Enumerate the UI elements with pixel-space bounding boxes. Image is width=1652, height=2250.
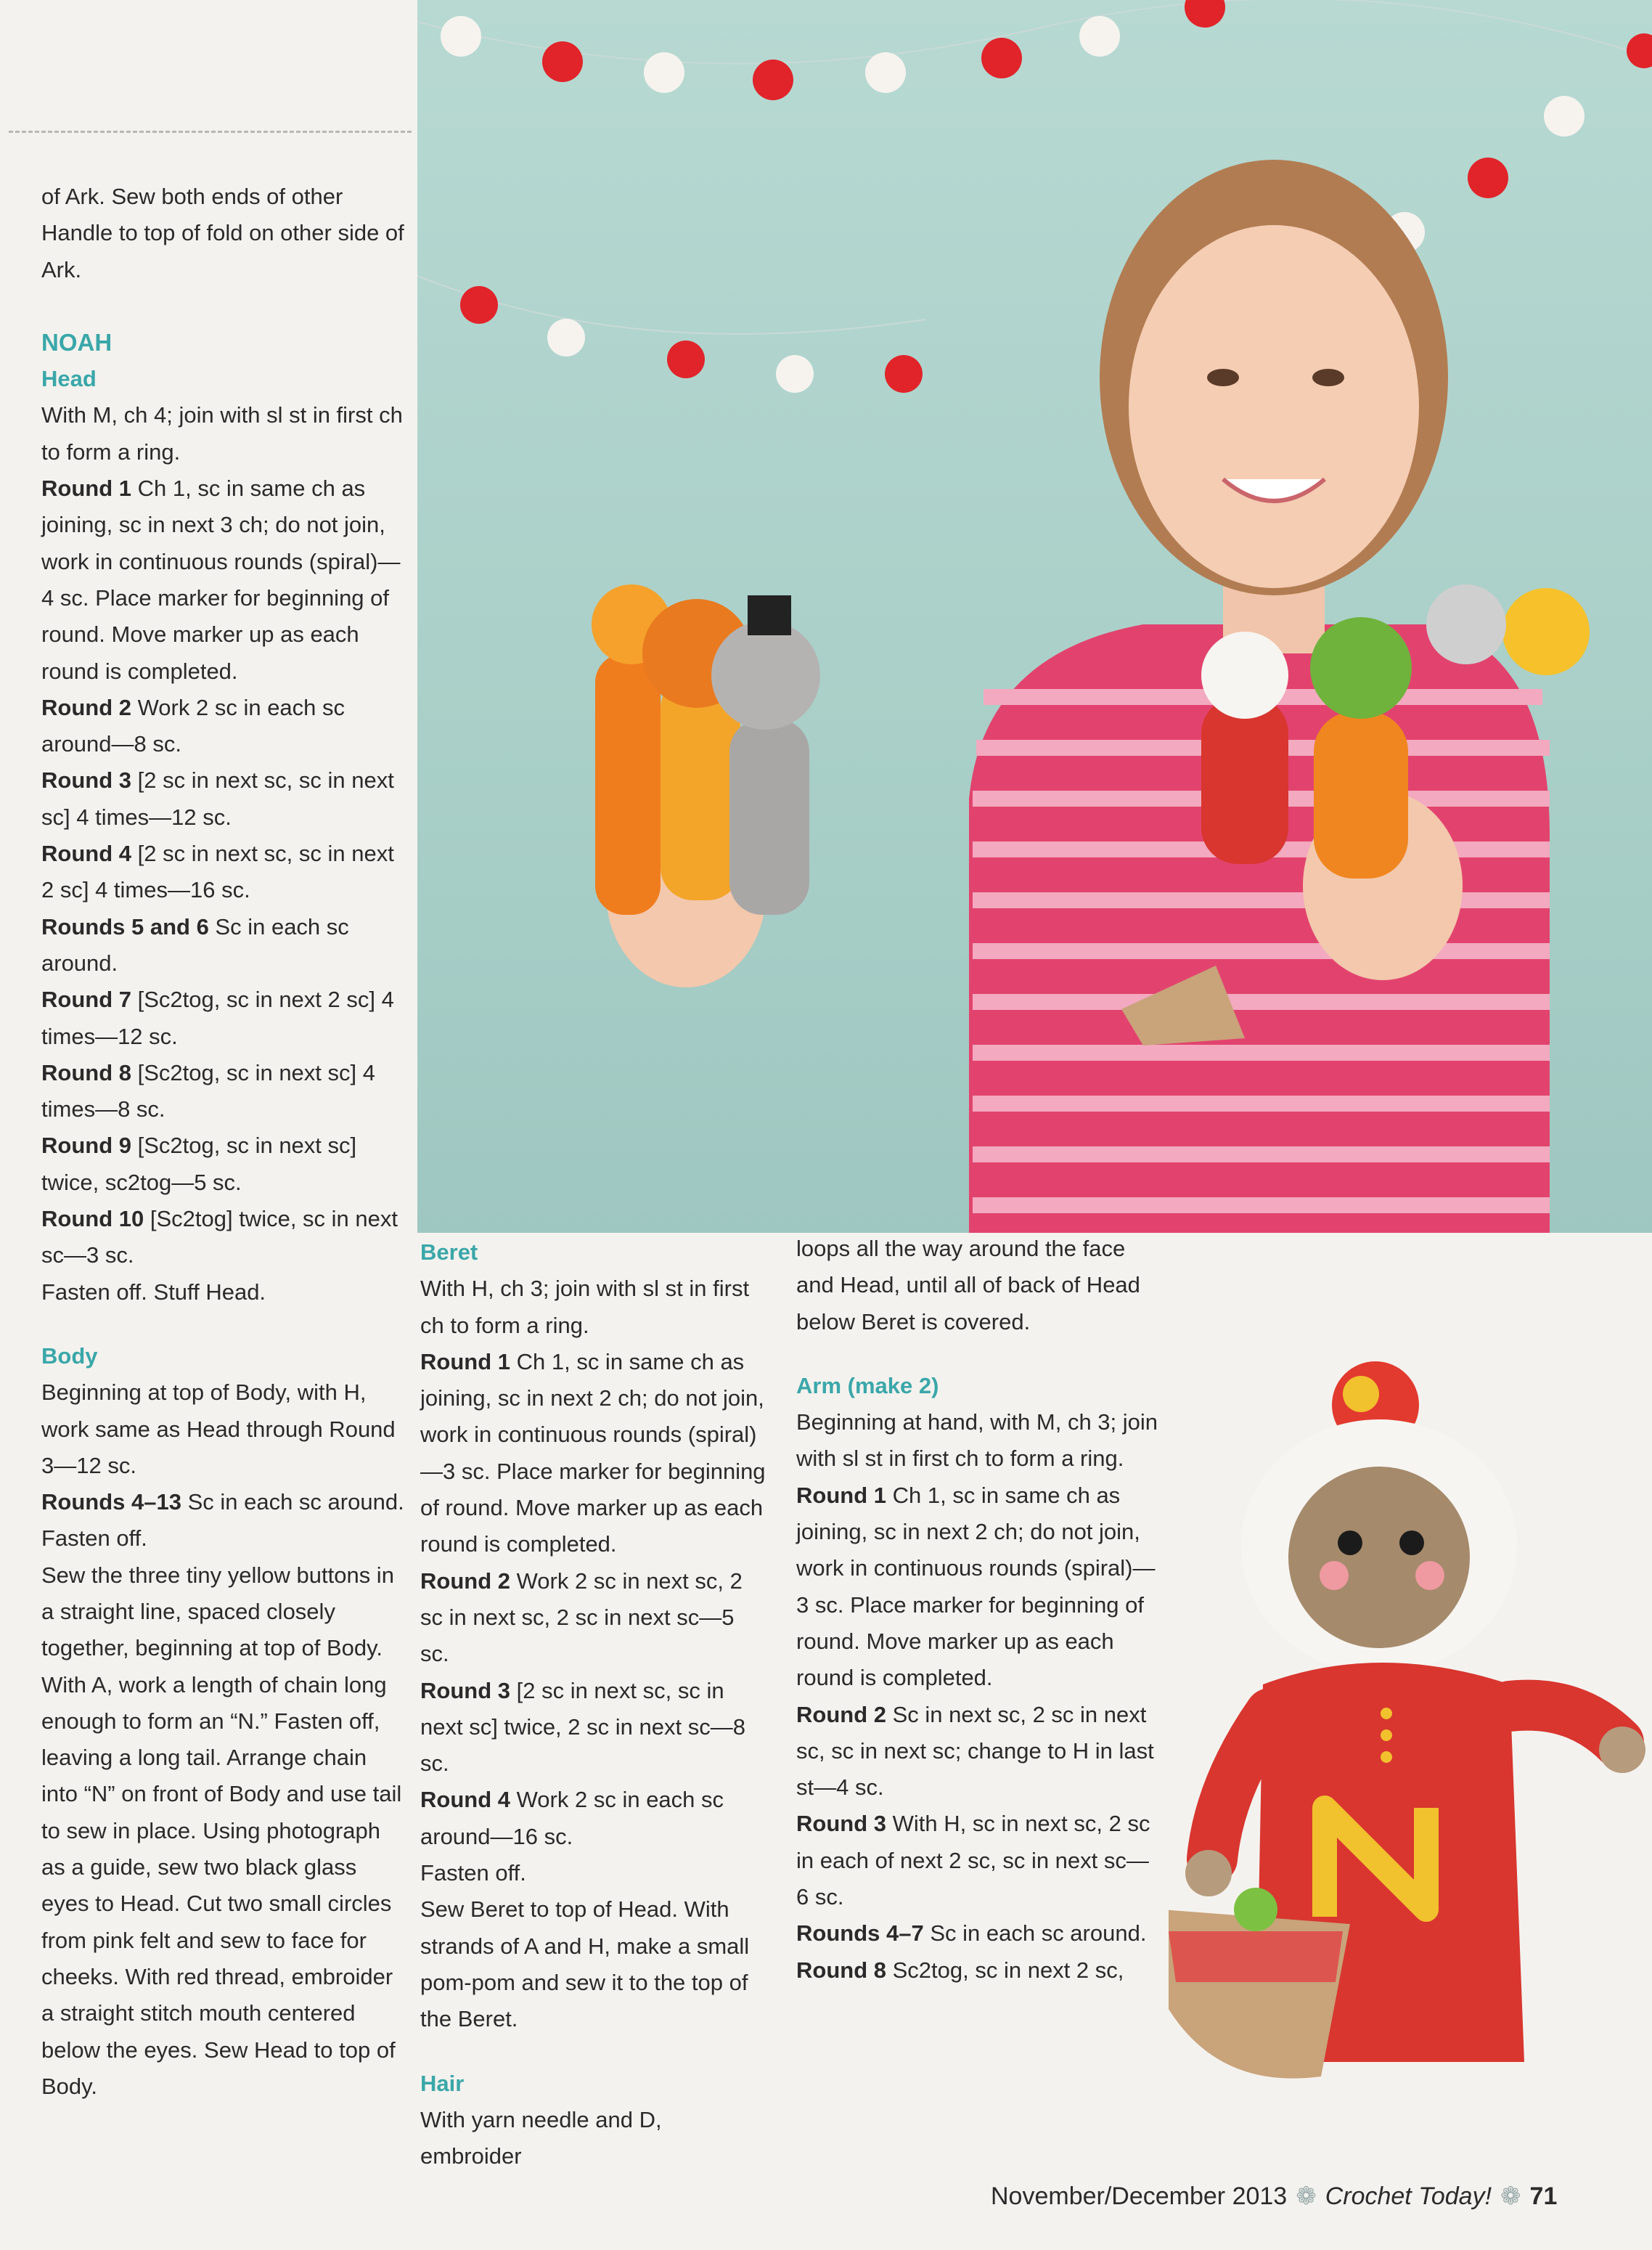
subheading-arm: Arm (make 2) [796, 1372, 939, 1398]
puppet-bird [1502, 588, 1590, 675]
beret-assembly-text: Sew Beret to top of Head. With strands of A and H, make a small pom-pom and sew it to the top of the Beret. [420, 1896, 750, 2032]
puppet-giraffe [595, 653, 661, 915]
subheading-body: Body [41, 1342, 98, 1369]
subheading-head: Head [41, 366, 97, 392]
noah-puppet-illustration [1169, 1234, 1652, 2145]
head-finish: Fasten off. Stuff Head. [41, 1279, 266, 1305]
photo-noah-puppet [1169, 1234, 1652, 2145]
puppet-elephant [729, 719, 809, 915]
dot-icon: ❁ [1296, 2182, 1317, 2210]
page-number: 71 [1529, 2182, 1558, 2210]
body-fasten: Fasten off. [41, 1525, 147, 1552]
instruction-round-3: Round 3 [2 sc in next sc, sc in next sc] 4 times—12 sc. [41, 767, 394, 830]
arm-round-2: Round 2 Sc in next sc, 2 sc in next sc, sc in next sc; change to H in last st—4 sc. [796, 1701, 1154, 1801]
puppet-arm-right [1510, 1705, 1619, 1742]
beret-round-4: Round 4 Work 2 sc in each sc around—16 sc. [420, 1787, 724, 1849]
beret-round-1: Round 1 Ch 1, sc in same ch as joining, sc in next 2 ch; do not join, work in continuous rounds (spiral)—3 sc. Place marker for beginning of round. Move marker up as each round is completed. [420, 1348, 766, 1557]
instruction-rounds-4-13: Rounds 4–13 Sc in each sc around. [41, 1489, 404, 1515]
arm-rounds-4-7: Rounds 4–7 Sc in each sc around. [796, 1920, 1147, 1947]
instruction-round-8: Round 8 [Sc2tog, sc in next sc] 4 times—8 sc. [41, 1059, 375, 1122]
puppet-giraffe-2 [1314, 712, 1408, 879]
column-3 [796, 1231, 1159, 1989]
garland-balls [441, 0, 1652, 393]
instruction-round-7: Round 7 [Sc2tog, sc in next 2 sc] 4 times—12 sc. [41, 987, 394, 1049]
hair-continued: loops all the way around the face and Head, until all of back of Head below Beret is covered. [796, 1236, 1140, 1334]
photo-girl-with-puppets [417, 0, 1652, 1233]
body-assembly-text: Sew the three tiny yellow buttons in a straight line, spaced closely together, beginning at top of Body. With A, work a length of chain long enough to form an “N.” Fasten off, leaving a long tail. Arrange chain into “N” on front of Body and use tail to sew in place. Using photograph as a guide, sew two black glass eyes to Head. Cut two small circles from pink felt and sew to face for cheeks. With red thread, embroider a straight stitch mouth centered below the eyes. Sew Head to top of Body. [41, 1562, 402, 2099]
subheading-beret: Beret [420, 1239, 478, 1265]
beret-round-3: Round 3 [2 sc in next sc, sc in next sc] twice, 2 sc in next sc—8 sc. [420, 1677, 745, 1777]
section-heading-noah: NOAH [41, 328, 113, 356]
beret-round-2: Round 2 Work 2 sc in next sc, 2 sc in next sc, 2 sc in next sc—5 sc. [420, 1568, 743, 1667]
puppet-noah [1201, 697, 1288, 864]
hair-text: With yarn needle and D, embroider [420, 2106, 662, 2169]
instruction-rounds-5-6: Rounds 5 and 6 Sc in each sc around. [41, 913, 349, 976]
instruction-round-1: Round 1 Ch 1, sc in same ch as joining, sc in next 3 ch; do not join, work in continuous rounds (spiral)—4 sc. Place marker for beginning of round. Move marker up as each round is completed. [41, 476, 401, 684]
intro-text: of Ark. Sew both ends of other Handle to top of fold on other side of Ark. [41, 184, 404, 282]
body-intro: Beginning at top of Body, with H, work same as Head through Round 3—12 sc. [41, 1379, 396, 1478]
column-1 [41, 179, 404, 2105]
column-2 [420, 1234, 769, 2174]
issue-date: November/December 2013 [991, 2182, 1288, 2210]
page-footer [991, 2182, 1557, 2211]
dashed-divider [9, 131, 412, 133]
instruction-round-4: Round 4 [2 sc in next sc, sc in next 2 sc] 4 times—16 sc. [41, 841, 394, 903]
arm-round-1: Round 1 Ch 1, sc in same ch as joining, sc in next 2 ch; do not join, work in continuous rounds (spiral)—3 sc. Place marker for beginning of round. Move marker up as each round is completed. [796, 1482, 1156, 1691]
puppet-face [1288, 1467, 1470, 1648]
arm-round-3: Round 3 With H, sc in next sc, 2 sc in each of next 2 sc, sc in next sc—6 sc. [796, 1811, 1150, 1910]
girl-face [1129, 225, 1419, 588]
instruction-round-9: Round 9 [Sc2tog, sc in next sc] twice, sc2tog—5 sc. [41, 1133, 357, 1195]
puppet-sheep [1426, 584, 1506, 664]
head-intro: With M, ch 4; join with sl st in first ch to form a ring. [41, 402, 403, 465]
arm-intro: Beginning at hand, with M, ch 3; join with sl st in first ch to form a ring. [796, 1409, 1158, 1472]
instruction-round-10: Round 10 [Sc2tog] twice, sc in next sc—3 sc. [41, 1206, 398, 1268]
beret-fasten: Fasten off. [420, 1860, 526, 1886]
subheading-hair: Hair [420, 2070, 465, 2096]
dot-icon-2: ❁ [1500, 2182, 1521, 2210]
arm-round-8: Round 8 Sc2tog, sc in next 2 sc, [796, 1957, 1124, 1983]
instruction-round-2: Round 2 Work 2 sc in each sc around—8 sc. [41, 694, 345, 757]
beret-intro: With H, ch 3; join with sl st in first ch to form a ring. [420, 1276, 750, 1338]
magazine-name: Crochet Today! [1325, 2182, 1492, 2210]
photo-girl-illustration [417, 0, 1652, 1233]
